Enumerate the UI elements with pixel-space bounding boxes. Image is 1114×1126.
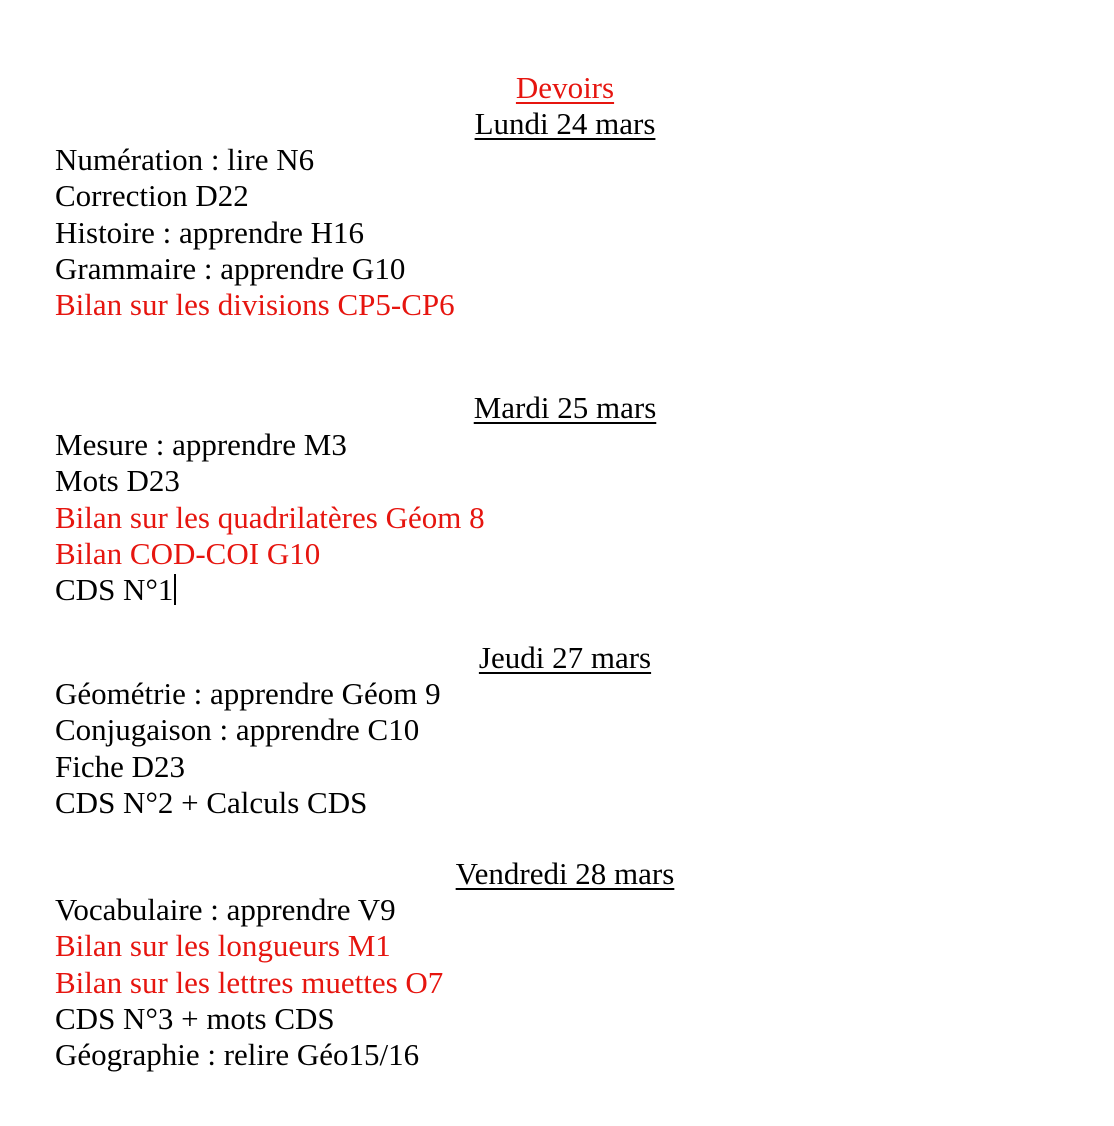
text-cursor [174, 574, 176, 605]
list-item-highlight: Bilan COD-COI G10 [55, 535, 321, 571]
list-item: Vocabulaire : apprendre V9 [55, 892, 396, 927]
document-title: Devoirs [515, 70, 615, 105]
day-heading-mardi: Mardi 25 mars [473, 390, 657, 425]
list-item: Géographie : relire Géo15/16 [55, 1037, 420, 1073]
list-item: Correction D22 [55, 178, 249, 214]
list-item: Numération : lire N6 [55, 142, 315, 177]
day-section-jeudi [55, 676, 1075, 821]
list-item: Mots D23 [55, 463, 180, 499]
list-item-highlight: Bilan sur les divisions CP5-CP6 [55, 287, 455, 323]
list-item-highlight: Bilan sur les longueurs M1 [55, 928, 391, 964]
list-item: Conjugaison : apprendre C10 [55, 712, 420, 748]
list-item-highlight: Bilan sur les quadrilatères Géom 8 [55, 499, 485, 535]
list-item: Histoire : apprendre H16 [55, 214, 365, 250]
list-item: Géométrie : apprendre Géom 9 [55, 676, 441, 711]
day-heading-lundi: Lundi 24 mars [474, 106, 656, 141]
list-item-text: CDS N°1 [55, 572, 174, 608]
day-section-mardi [55, 427, 1075, 608]
day-section-vendredi [55, 892, 1075, 1073]
list-item: Grammaire : apprendre G10 [55, 250, 406, 286]
day-heading-jeudi: Jeudi 27 mars [478, 640, 652, 675]
list-item: Fiche D23 [55, 748, 186, 784]
list-item: CDS N°3 + mots CDS [55, 1000, 335, 1036]
list-item-highlight: Bilan sur les lettres muettes O7 [55, 964, 444, 1000]
list-item: CDS N°2 + Calculs CDS [55, 784, 368, 820]
list-item-with-cursor[interactable] [55, 572, 1075, 608]
day-section-lundi [55, 142, 1075, 323]
day-heading-vendredi: Vendredi 28 mars [455, 856, 675, 891]
list-item: Mesure : apprendre M3 [55, 427, 347, 462]
